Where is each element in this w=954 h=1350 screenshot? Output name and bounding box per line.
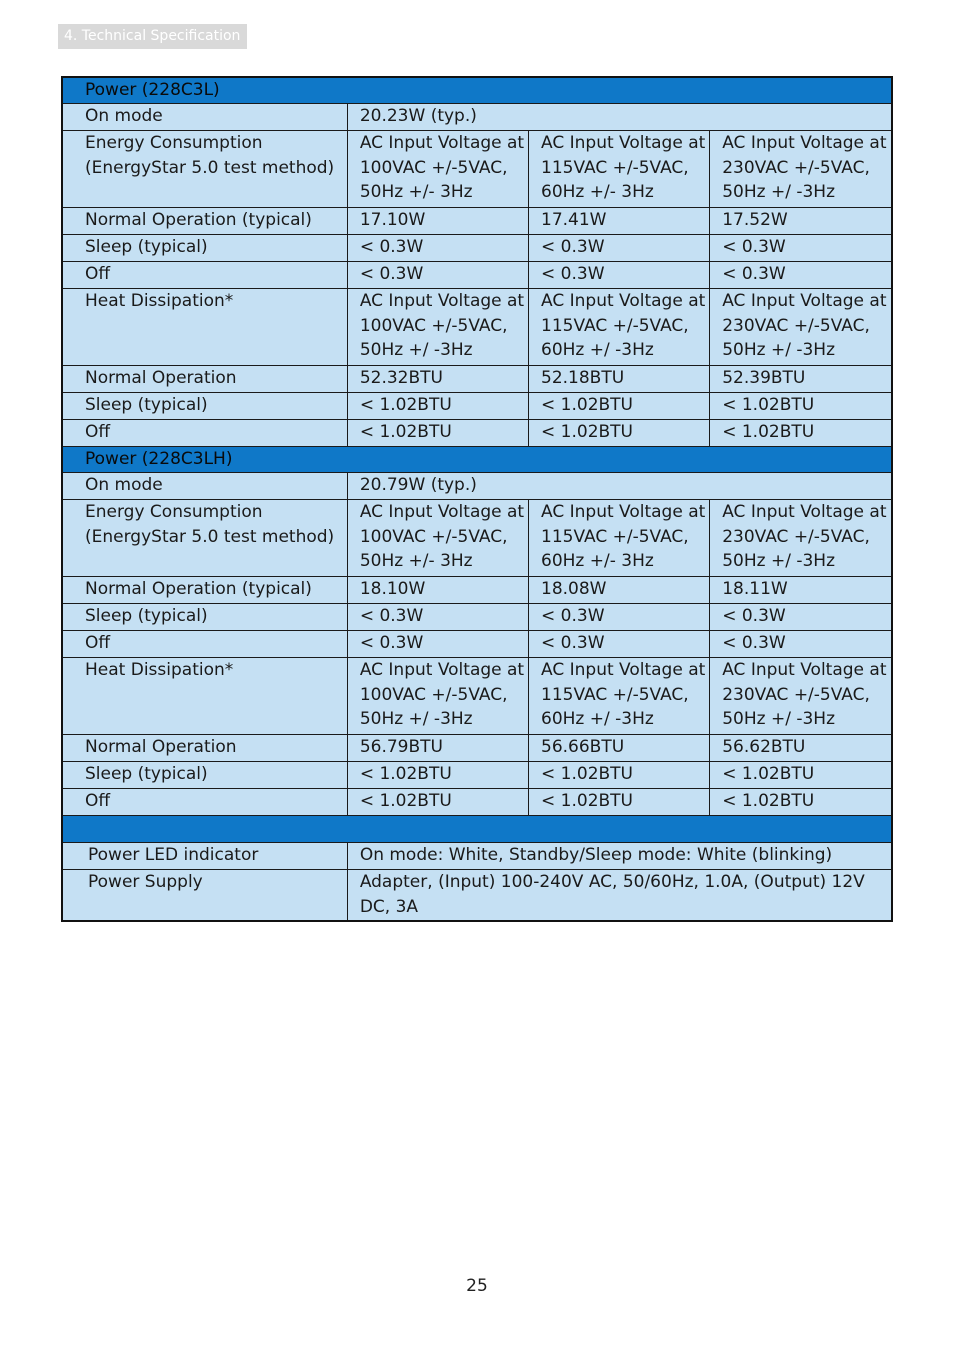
power-supply-value: Adapter, (Input) 100-240V AC, 50/60Hz, 1.0A, (Output) 12V DC, 3A: [347, 870, 892, 921]
row-label: Sleep (typical): [62, 762, 347, 789]
voltage-line: 50Hz +/- 3Hz: [359, 551, 473, 571]
value-cell: 17.52W: [710, 208, 892, 235]
voltage-cell: [347, 658, 528, 735]
voltage-line: 60Hz +/- 3Hz: [541, 182, 654, 202]
value-cell: 56.62BTU: [710, 735, 892, 762]
row-label: Off: [62, 262, 347, 289]
row-label: Normal Operation (typical): [62, 577, 347, 604]
value-cell: 17.41W: [529, 208, 710, 235]
value-cell: 52.39BTU: [710, 366, 892, 393]
voltage-cell: [710, 131, 892, 208]
row-label: Sleep (typical): [62, 393, 347, 420]
voltage-line: 50Hz +/ -3Hz: [722, 551, 835, 571]
voltage-line: 50Hz +/ -3Hz: [359, 340, 473, 360]
voltage-cell: [347, 500, 528, 577]
power-supply-row: [62, 870, 892, 921]
on-mode-value: 20.23W (typ.): [347, 104, 892, 131]
value-cell: 52.18BTU: [529, 366, 710, 393]
value-cell: < 1.02BTU: [347, 789, 528, 816]
voltage-line: 230VAC +/-5VAC,: [722, 684, 870, 705]
block-header-row: [62, 447, 892, 473]
block-header: Power (228C3LH): [62, 447, 892, 473]
table-row: [62, 366, 892, 393]
value-cell: < 0.3W: [529, 604, 710, 631]
heat-dissipation-row: [62, 289, 892, 366]
value-cell: < 0.3W: [710, 631, 892, 658]
row-label: Off: [62, 420, 347, 447]
value-cell: 56.79BTU: [347, 735, 528, 762]
voltage-line: 50Hz +/- 3Hz: [359, 182, 473, 202]
voltage-cell: [529, 289, 710, 366]
voltage-line: 60Hz +/ -3Hz: [541, 340, 654, 360]
voltage-cell: [529, 658, 710, 735]
voltage-line: 50Hz +/ -3Hz: [722, 709, 835, 729]
value-cell: < 1.02BTU: [529, 420, 710, 447]
row-label: Normal Operation: [62, 366, 347, 393]
value-cell: < 1.02BTU: [529, 789, 710, 816]
section-tag: 4. Technical Specification: [58, 24, 247, 49]
table-row: [62, 235, 892, 262]
row-label: Sleep (typical): [62, 604, 347, 631]
blank-header: [62, 816, 892, 843]
row-label: On mode: [62, 104, 347, 131]
voltage-line: 50Hz +/ -3Hz: [359, 709, 473, 729]
table-row: [62, 577, 892, 604]
value-cell: < 1.02BTU: [710, 789, 892, 816]
block-header-row: [62, 77, 892, 104]
value-cell: < 1.02BTU: [710, 762, 892, 789]
value-cell: < 1.02BTU: [347, 393, 528, 420]
table-row: [62, 789, 892, 816]
value-cell: < 1.02BTU: [529, 762, 710, 789]
row-label: Power Supply: [62, 870, 347, 921]
value-cell: < 0.3W: [529, 262, 710, 289]
row-label: Heat Dissipation*: [62, 289, 347, 366]
table-row: [62, 604, 892, 631]
voltage-line: AC Input Voltage at: [541, 660, 706, 680]
value-cell: < 0.3W: [529, 235, 710, 262]
voltage-line: 50Hz +/ -3Hz: [722, 340, 835, 360]
table-row: [62, 420, 892, 447]
voltage-cell: [710, 500, 892, 577]
power-led-value: On mode: White, Standby/Sleep mode: White (blinking): [347, 843, 892, 870]
block-header: Power (228C3L): [62, 77, 892, 104]
row-label: Power LED indicator: [62, 843, 347, 870]
table-row: [62, 631, 892, 658]
voltage-cell: [347, 289, 528, 366]
voltage-line: 230VAC +/-5VAC,: [722, 315, 870, 336]
heat-dissipation-row: [62, 658, 892, 735]
voltage-line: AC Input Voltage at: [722, 133, 887, 153]
voltage-line: AC Input Voltage at: [722, 291, 887, 311]
row-label: Normal Operation (typical): [62, 208, 347, 235]
row-label: [62, 500, 347, 577]
voltage-line: AC Input Voltage at: [722, 660, 887, 680]
value-cell: < 1.02BTU: [710, 393, 892, 420]
value-cell: < 0.3W: [529, 631, 710, 658]
value-cell: 52.32BTU: [347, 366, 528, 393]
row-label: Heat Dissipation*: [62, 658, 347, 735]
voltage-line: AC Input Voltage at: [722, 502, 887, 522]
value-cell: < 1.02BTU: [347, 420, 528, 447]
voltage-line: AC Input Voltage at: [541, 502, 706, 522]
power-spec-table: [61, 76, 893, 922]
value-cell: 18.08W: [529, 577, 710, 604]
label-line: Energy Consumption: [85, 502, 263, 522]
voltage-line: 60Hz +/ -3Hz: [541, 709, 654, 729]
voltage-line: 60Hz +/- 3Hz: [541, 551, 654, 571]
voltage-cell: [710, 658, 892, 735]
voltage-line: AC Input Voltage at: [359, 502, 525, 522]
voltage-line: 100VAC +/-5VAC,: [359, 526, 508, 547]
voltage-cell: [529, 131, 710, 208]
voltage-line: 230VAC +/-5VAC,: [722, 157, 870, 178]
row-label: [62, 131, 347, 208]
voltage-line: 115VAC +/-5VAC,: [541, 315, 689, 336]
value-cell: < 1.02BTU: [710, 420, 892, 447]
row-label: Sleep (typical): [62, 235, 347, 262]
row-label: Off: [62, 631, 347, 658]
power-led-row: [62, 843, 892, 870]
row-label: Normal Operation: [62, 735, 347, 762]
voltage-line: AC Input Voltage at: [541, 291, 706, 311]
value-cell: 17.10W: [347, 208, 528, 235]
voltage-cell: [529, 500, 710, 577]
voltage-line: AC Input Voltage at: [359, 660, 525, 680]
label-line: Energy Consumption: [85, 133, 263, 153]
on-mode-row: [62, 473, 892, 500]
value-cell: 56.66BTU: [529, 735, 710, 762]
table-row: [62, 393, 892, 420]
value-cell: < 0.3W: [710, 235, 892, 262]
voltage-line: 100VAC +/-5VAC,: [359, 684, 508, 705]
label-line: (EnergyStar 5.0 test method): [85, 157, 335, 178]
value-cell: 18.10W: [347, 577, 528, 604]
voltage-line: 115VAC +/-5VAC,: [541, 526, 689, 547]
on-mode-value: 20.79W (typ.): [347, 473, 892, 500]
value-cell: < 0.3W: [347, 235, 528, 262]
voltage-line: 115VAC +/-5VAC,: [541, 684, 689, 705]
voltage-line: 100VAC +/-5VAC,: [359, 315, 508, 336]
energy-consumption-row: [62, 131, 892, 208]
voltage-line: 230VAC +/-5VAC,: [722, 526, 870, 547]
table-row: [62, 735, 892, 762]
on-mode-row: [62, 104, 892, 131]
voltage-line: 50Hz +/ -3Hz: [722, 182, 835, 202]
row-label: On mode: [62, 473, 347, 500]
page-number: 25: [466, 1276, 488, 1296]
value-cell: 18.11W: [710, 577, 892, 604]
value-cell: < 0.3W: [710, 604, 892, 631]
table-row: [62, 262, 892, 289]
voltage-line: AC Input Voltage at: [359, 133, 525, 153]
voltage-line: 100VAC +/-5VAC,: [359, 157, 508, 178]
table-row: [62, 208, 892, 235]
table-row: [62, 762, 892, 789]
voltage-line: AC Input Voltage at: [541, 133, 706, 153]
label-line: (EnergyStar 5.0 test method): [85, 526, 335, 547]
voltage-cell: [347, 131, 528, 208]
row-label: Off: [62, 789, 347, 816]
value-cell: < 0.3W: [347, 604, 528, 631]
blank-header-row: [62, 816, 892, 843]
value-cell: < 0.3W: [710, 262, 892, 289]
voltage-line: AC Input Voltage at: [359, 291, 525, 311]
value-cell: < 1.02BTU: [529, 393, 710, 420]
value-cell: < 1.02BTU: [347, 762, 528, 789]
voltage-cell: [710, 289, 892, 366]
value-cell: < 0.3W: [347, 631, 528, 658]
value-cell: < 0.3W: [347, 262, 528, 289]
energy-consumption-row: [62, 500, 892, 577]
voltage-line: 115VAC +/-5VAC,: [541, 157, 689, 178]
